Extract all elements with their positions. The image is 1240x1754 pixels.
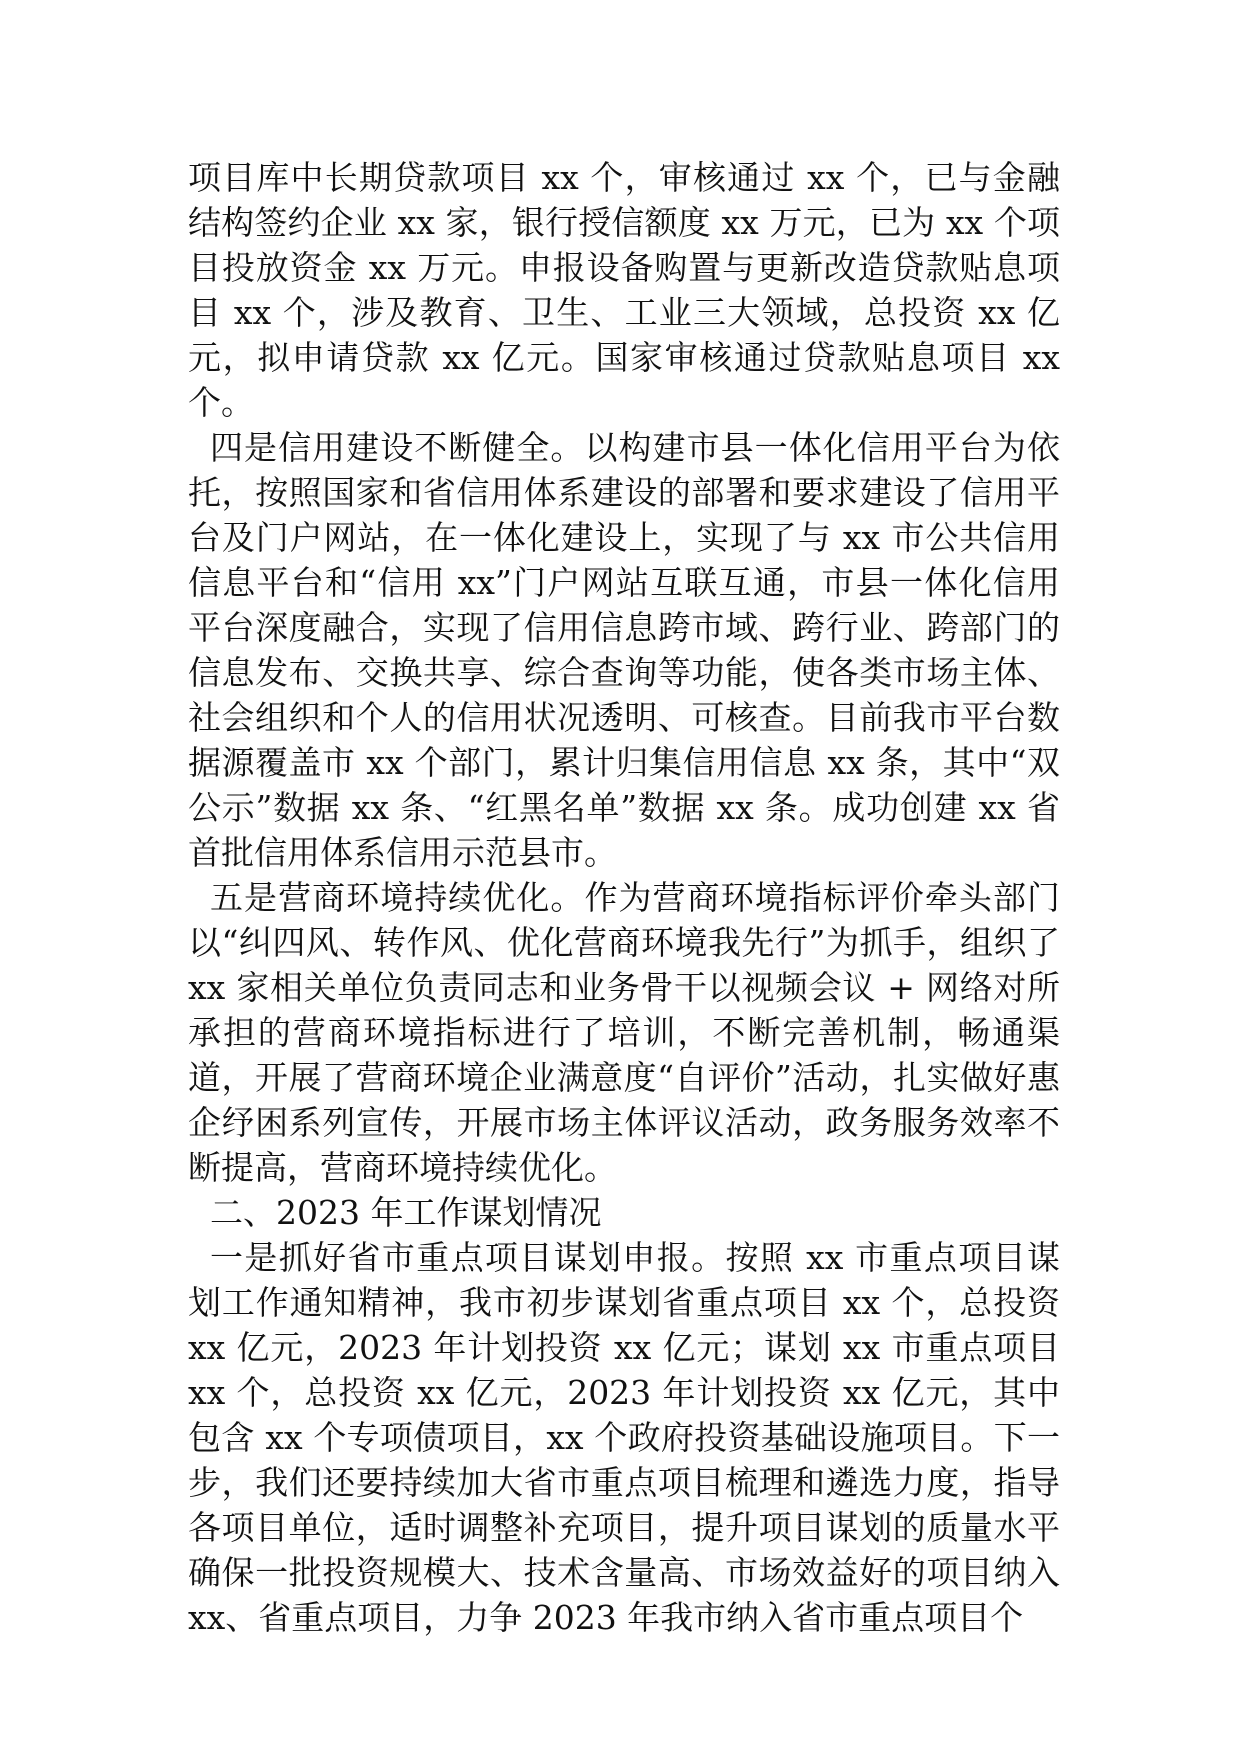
paragraph-credit-construction: 四是信用建设不断健全。以构建市县一体化信用平台为依托，按照国家和省信用体系建设的部署和要求建设了信用平台及门户网站，在一体化建设上，实现了与 xx 市公共信用信息平台和“信用 xx”门户网站互联互通，市县一体化信用平台深度融合，实现了信用信息跨市域、跨行业、跨部门的信息发布、交换共享、综合查询等功能，使各类市场主体、社会组织和个人的信用状况透明、可核查。目前我市平台数据源覆盖市 xx 个部门，累计归集信用信息 xx 条，其中“双公示”数据 xx 条、“红黑名单”数据 xx 条。成功创建 xx 省首批信用体系信用示范县市。 [188,428,1060,872]
document-body [188,155,1060,1640]
paragraph-business-environment: 五是营商环境持续优化。作为营商环境指标评价牵头部门以“纠四风、转作风、优化营商环境我先行”为抓手，组织了 xx 家相关单位负责同志和业务骨干以视频会议 + 网络对所承担的营商环境指标进行了培训，不断完善机制，畅通渠道，开展了营商环境企业满意度“自评价”活动，扎实做好惠企纾困系列宣传，开展市场主体评议活动，政务服务效率不断提高，营商环境持续优化。 [188,878,1060,1187]
paragraph-key-projects: 一是抓好省市重点项目谋划申报。按照 xx 市重点项目谋划工作通知精神，我市初步谋划省重点项目 xx 个，总投资 xx 亿元，2023 年计划投资 xx 亿元；谋划 xx 市重点项目 xx 个，总投资 xx 亿元，2023 年计划投资 xx 亿元，其中包含 xx 个专项债项目，xx 个政府投资基础设施项目。下一步，我们还要持续加大省市重点项目梳理和遴选力度，指导各项目单位，适时调整补充项目，提升项目谋划的质量水平确保一批投资规模大、技术含量高、市场效益好的项目纳入 xx、省重点项目，力争 2023 年我市纳入省市重点项目个 [188,1238,1060,1637]
paragraph-loan-projects: 项目库中长期贷款项目 xx 个，审核通过 xx 个，已与金融结构签约企业 xx 家，银行授信额度 xx 万元，已为 xx 个项目投放资金 xx 万元。申报设备购置与更新改造贷款贴息项目 xx 个，涉及教育、卫生、工业三大领域，总投资 xx 亿元，拟申请贷款 xx 亿元。国家审核通过贷款贴息项目 xx 个。 [188,158,1060,422]
section-heading-2023-plan: 二、2023 年工作谋划情况 [210,1193,602,1232]
